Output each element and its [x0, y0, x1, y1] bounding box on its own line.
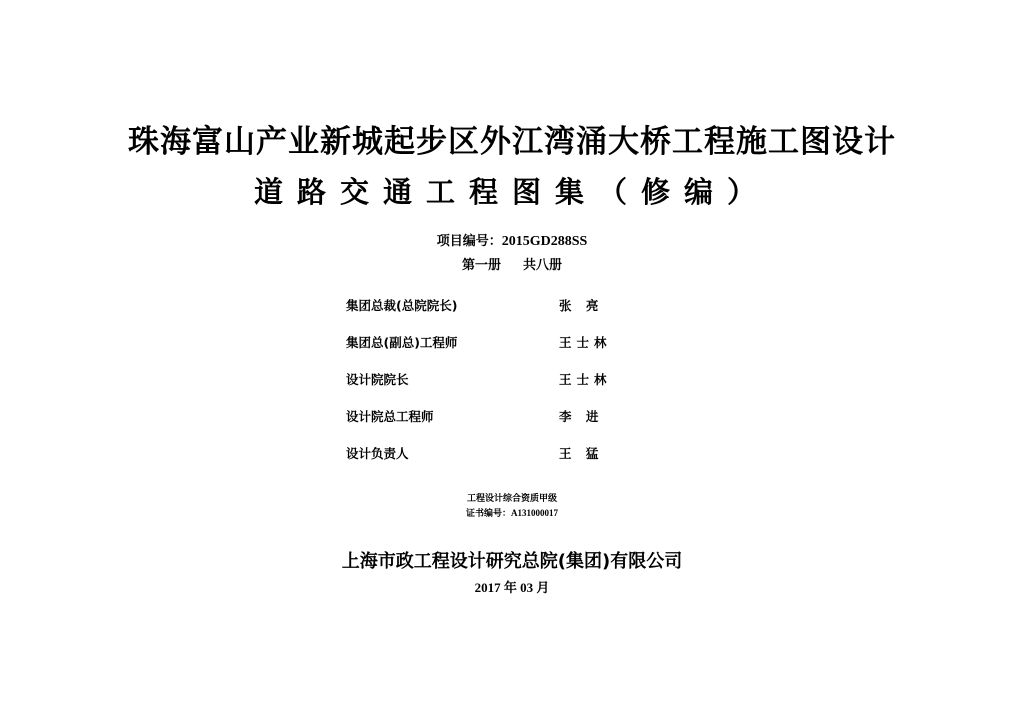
staff-name: 王士林: [559, 335, 612, 350]
staff-name: 李 进: [559, 409, 604, 424]
staff-name: 王士林: [559, 372, 612, 387]
document-subtitle: 道路交通工程图集（修编）: [253, 175, 770, 209]
staff-role: 集团总裁(总院院长): [346, 298, 458, 313]
project-number-value: 2015GD288SS: [501, 234, 588, 249]
staff-list: [346, 290, 646, 475]
volume-total: 共八册: [523, 258, 563, 273]
staff-role: 设计院总工程师: [346, 409, 434, 424]
staff-row: [346, 327, 646, 364]
staff-row: [346, 401, 646, 438]
document-title: 珠海富山产业新城起步区外江湾涌大桥工程施工图设计: [128, 124, 896, 160]
staff-row: [346, 364, 646, 401]
staff-row: [346, 290, 646, 327]
staff-role: 设计院院长: [346, 372, 409, 387]
staff-name: 张 亮: [559, 298, 604, 313]
project-number-label: 项目编号：: [436, 234, 502, 249]
staff-role: 设计负责人: [346, 446, 409, 461]
organization-name: 上海市政工程设计研究总院(集团)有限公司: [341, 551, 683, 572]
qualification-line: 工程设计综合资质甲级: [466, 494, 557, 504]
staff-row: [346, 438, 646, 475]
issue-date: 2017 年 03 月: [474, 580, 550, 595]
staff-name: 王 猛: [559, 446, 604, 461]
volume-current: 第一册: [461, 258, 501, 273]
certificate-number: [0, 506, 1024, 519]
staff-role: 集团总(副总)工程师: [346, 335, 458, 350]
volume-info: [0, 254, 1024, 273]
project-number: [0, 230, 1024, 250]
certificate-number-value: A131000017: [511, 508, 558, 518]
certificate-number-label: 证书编号：: [465, 509, 511, 519]
